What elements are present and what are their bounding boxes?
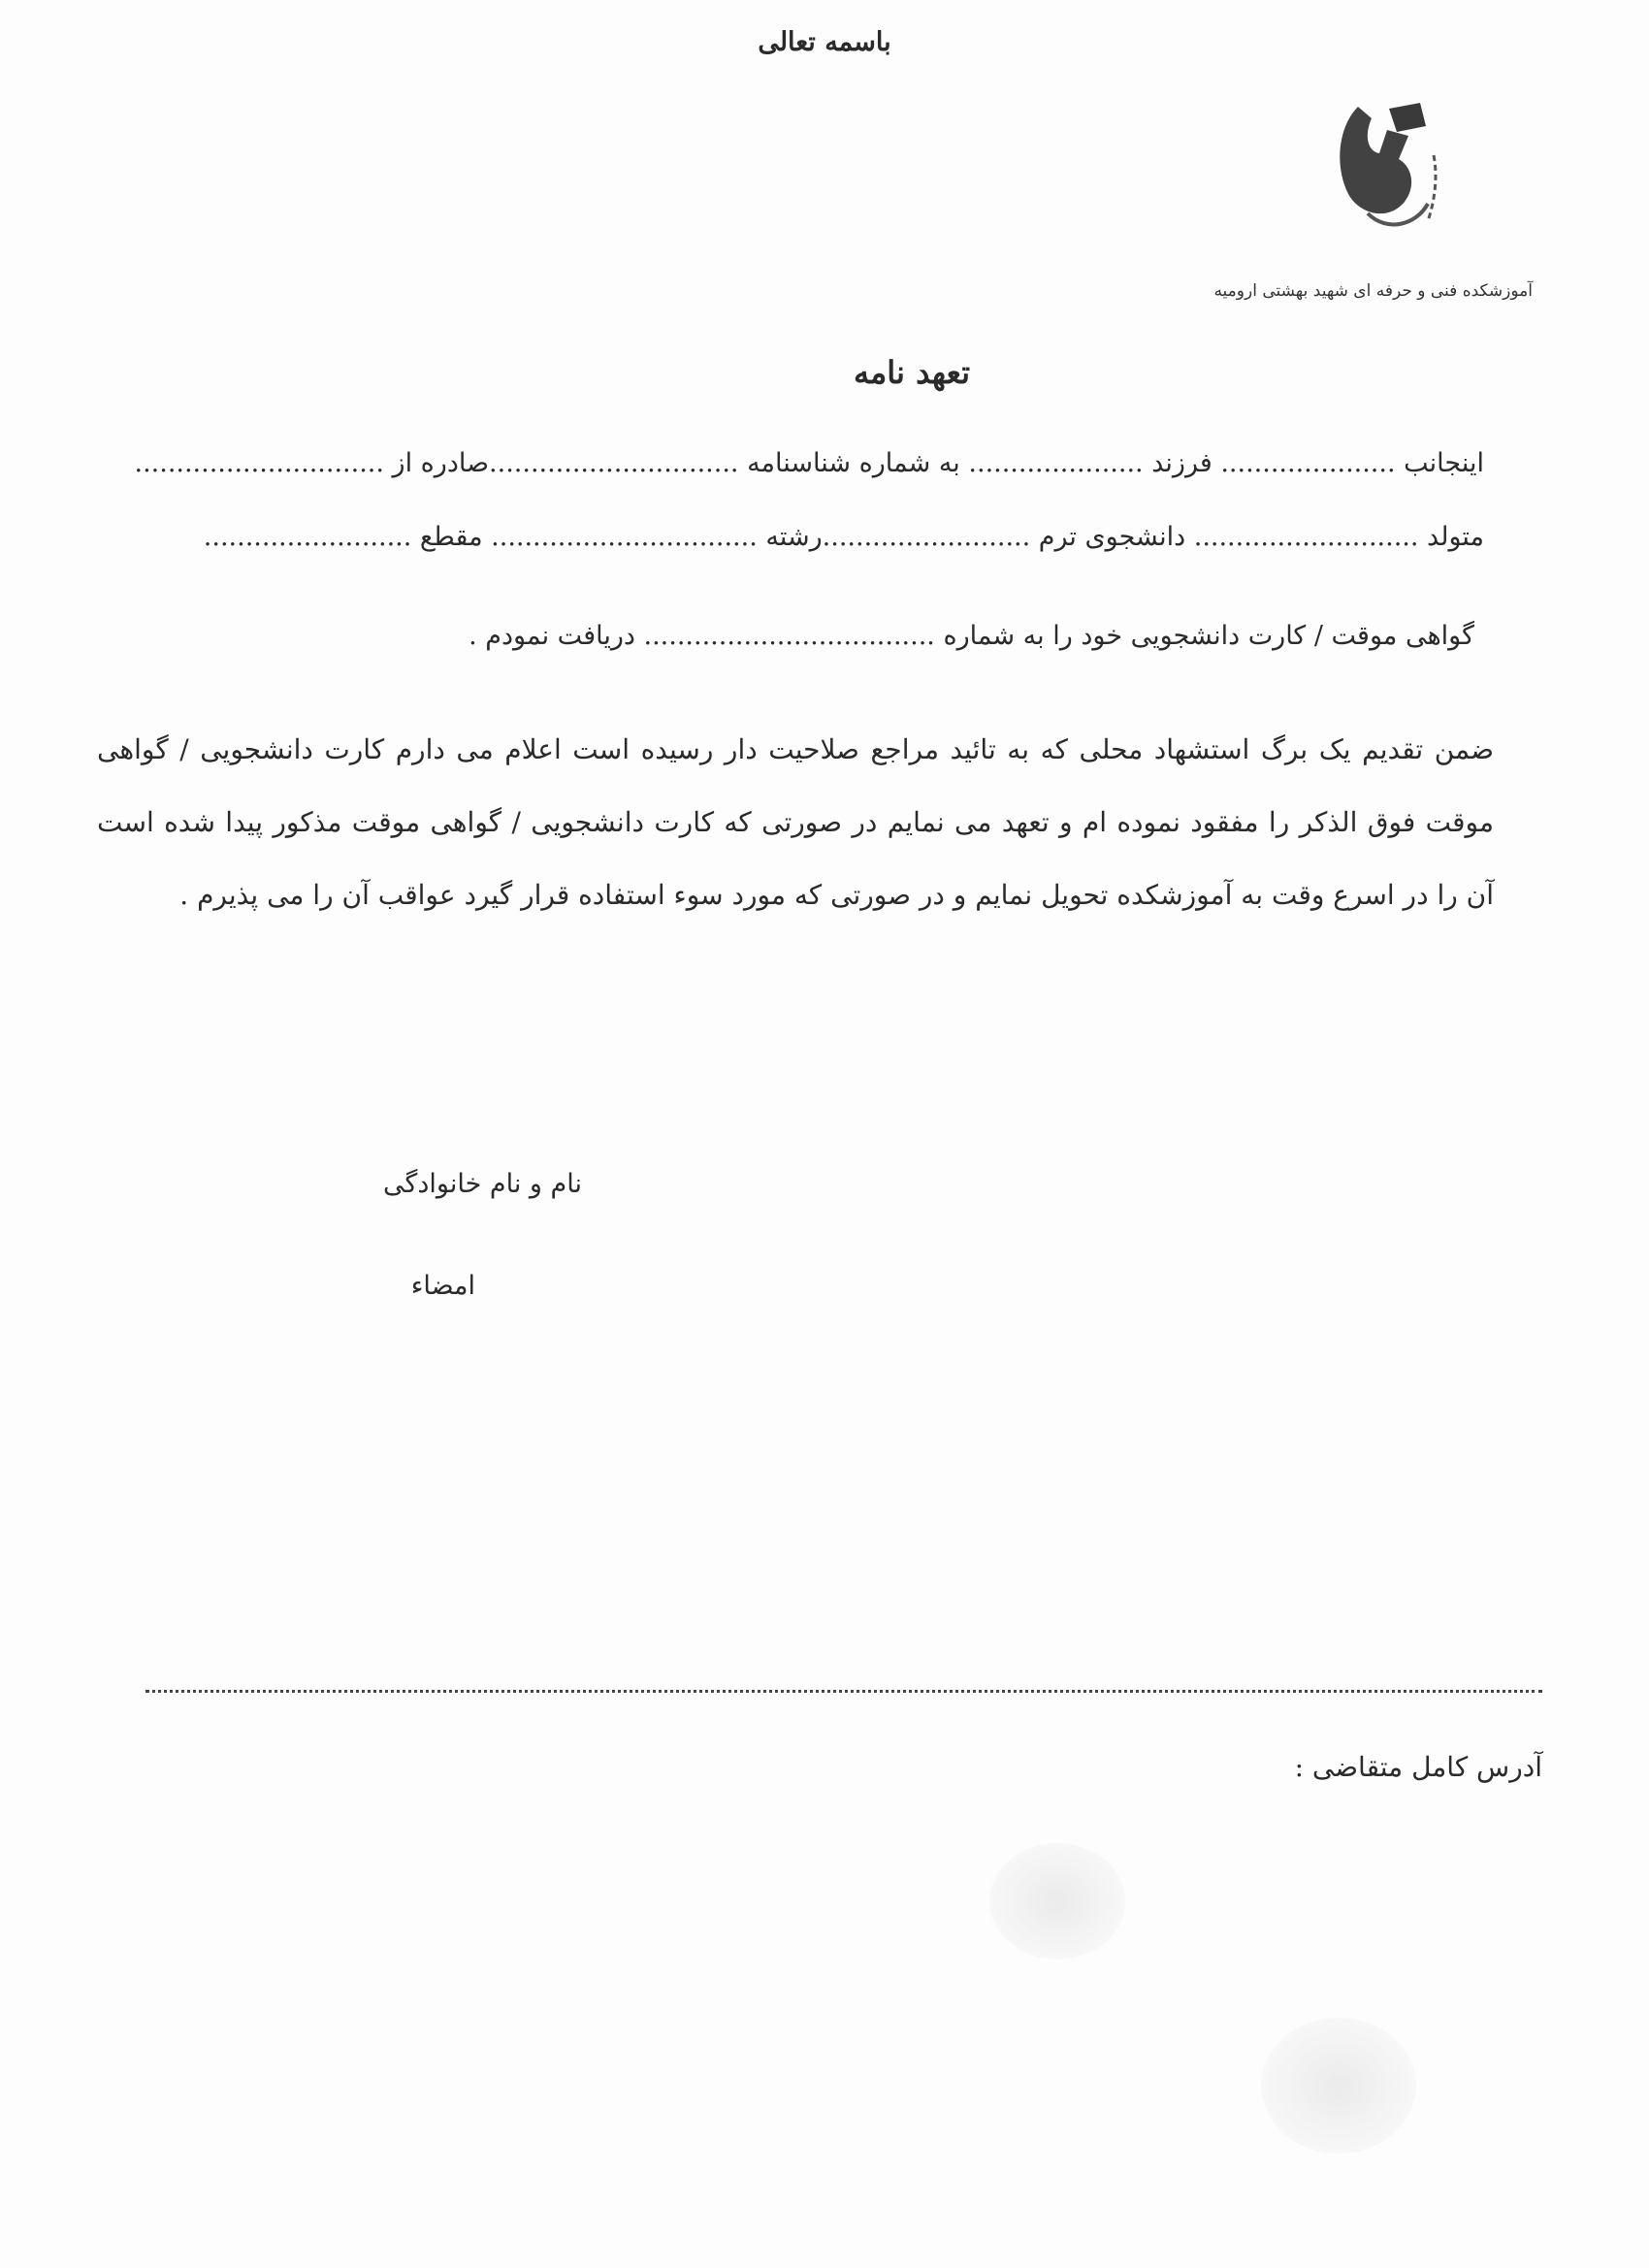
dotted-separator [146, 1690, 1542, 1693]
form-line-certificate: گواهی موقت / کارت دانشجویی خود را به شماره ................................... دریافت نمودم . [469, 621, 1474, 651]
scan-smudge [989, 1843, 1125, 1960]
scan-smudge [1261, 2018, 1416, 2154]
logo-graphic [1319, 97, 1465, 243]
institution-name: آموزشکده فنی و حرفه ای شهید بهشتی ارومیه [1213, 281, 1533, 301]
document-title: تعهد نامه [854, 354, 970, 391]
commitment-paragraph: ضمن تقدیم یک برگ استشهاد محلی که به تائید مراجع صلاحیت دار رسیده است اعلام می دارم کارت دانشجویی / گواهی موقت فوق الذکر را مفقود نموده ام و تعهد می نمایم در صورتی که کارت دانشجویی / گواهی موقت مذکور پیدا شده است آن را در اسرع وقت به آموزشکده تحویل نمایم و در صورتی که مورد سوء استفاده قرار گیرد عواقب آن را می پذیرم . [97, 733, 1494, 911]
form-line-birth: متولد ........................... دانشجوی ترم .........................رشته ................................ مقطع ......................... [203, 522, 1484, 552]
form-line-name: اینجانب ..................... فرزند ..................... به شماره شناسنامه ..............................صادره از .............................. [134, 448, 1484, 478]
address-label: آدرس کامل متقاضی : [1294, 1751, 1542, 1783]
signature-label: امضاء [410, 1271, 475, 1301]
basmala-heading: باسمه تعالی [758, 27, 891, 57]
institution-logo-icon [1319, 97, 1465, 243]
signature-name-label: نام و نام خانوادگی [383, 1169, 582, 1199]
